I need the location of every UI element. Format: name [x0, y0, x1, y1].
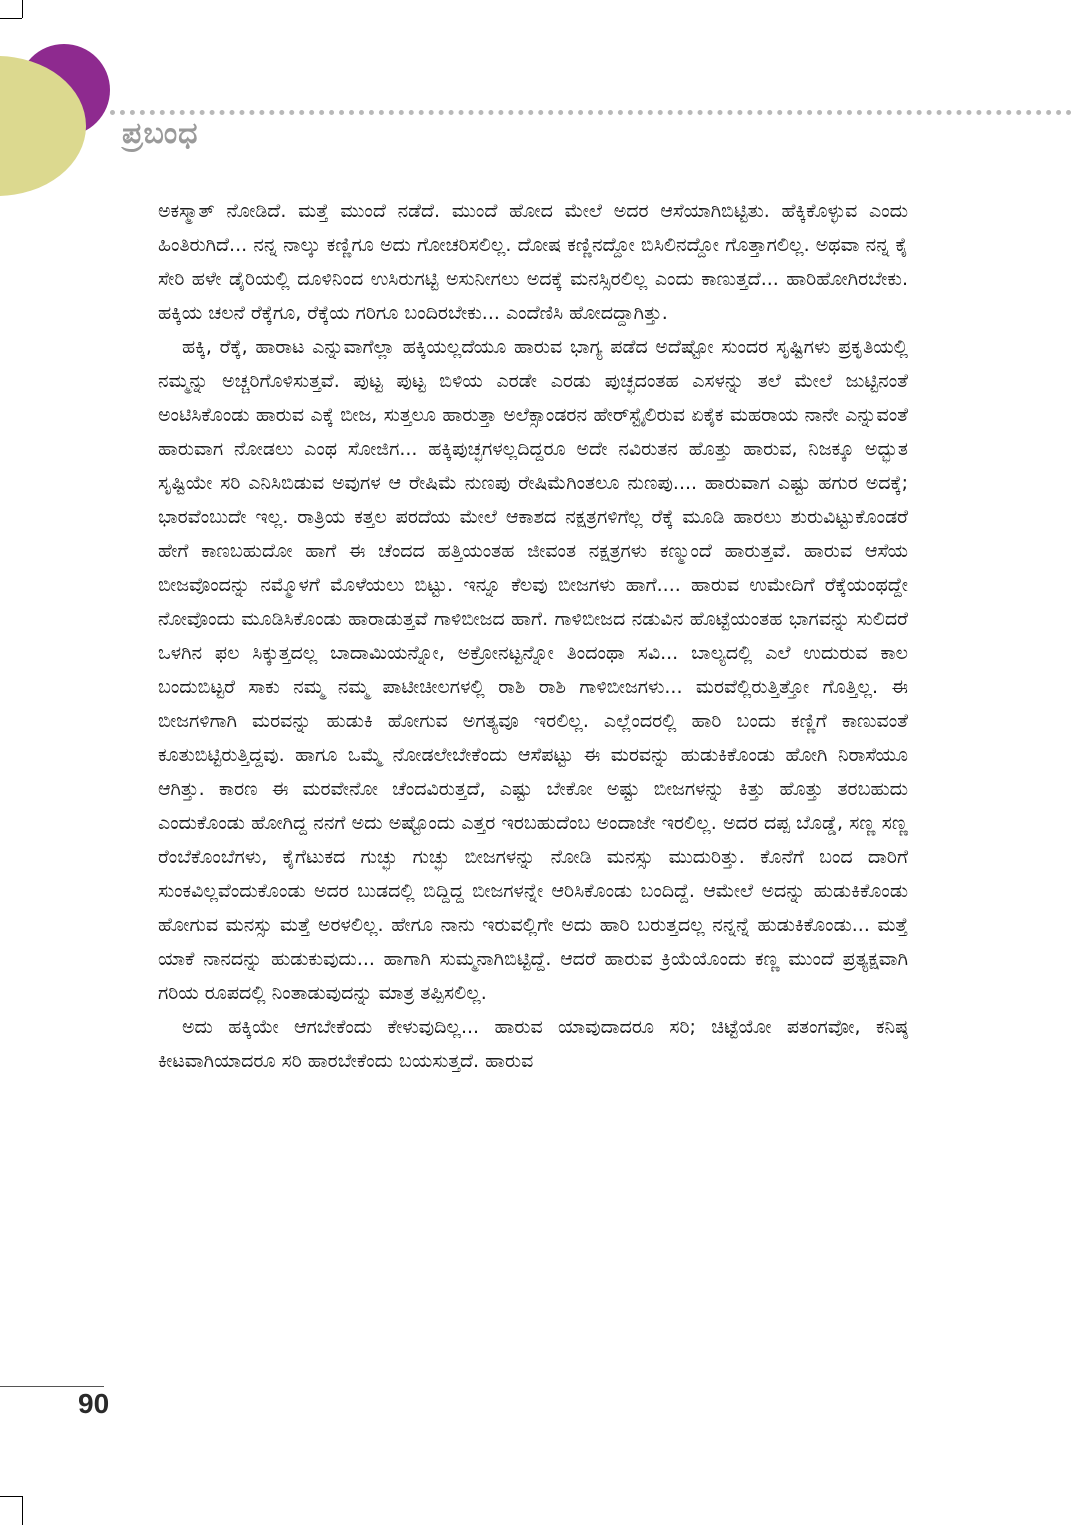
- header-dotted-rule: [110, 110, 1072, 115]
- footer-rule: [0, 1386, 104, 1387]
- paragraph: ಅಕಸ್ಮಾತ್ ನೋಡಿದೆ. ಮತ್ತೆ ಮುಂದೆ ನಡೆದೆ. ಮುಂದೆ ಹೋದ ಮೇಲೆ ಅದರ ಆಸೆಯಾಗಿಬಿಟ್ಟಿತು. ಹೆಕ್ಕಿಕೊಳ್ಳುವ ಎಂದು ಹಿಂತಿರುಗಿದೆ... ನನ್ನ ನಾಲ್ಕು ಕಣ್ಣಿಗೂ ಅದು ಗೋಚರಿಸಲಿಲ್ಲ. ದೋಷ ಕಣ್ಣಿನದ್ದೋ ಬಿಸಿಲಿನದ್ದೋ ಗೊತ್ತಾಗಲಿಲ್ಲ. ಅಥವಾ ನನ್ನ ಕೈ ಸೇರಿ ಹಳೇ ಡೈರಿಯಲ್ಲಿ ದೂಳಿನಿಂದ ಉಸಿರುಗಟ್ಟಿ ಅಸುನೀಗಲು ಅದಕ್ಕೆ ಮನಸ್ಸಿರಲಿಲ್ಲ ಎಂದು ಕಾಣುತ್ತದೆ... ಹಾರಿಹೋಗಿರಬೇಕು. ಹಕ್ಕಿಯ ಚಲನೆ ರೆಕ್ಕೆಗೂ, ರೆಕ್ಕೆಯ ಗರಿಗೂ ಬಂದಿರಬೇಕು... ಎಂದೆಣಿಸಿ ಹೋದದ್ದಾಗಿತ್ತು.: [158, 200, 908, 324]
- crop-mark-bottom-left-vertical: [22, 1496, 23, 1525]
- article-body: [158, 194, 908, 1078]
- crop-mark-bottom-left-horizontal: [0, 1496, 22, 1497]
- section-title: ಪ್ರಬಂಧ: [122, 116, 199, 151]
- crop-mark-top-left-horizontal: [0, 18, 22, 19]
- paragraph: ಅದು ಹಕ್ಕಿಯೇ ಆಗಬೇಕೆಂದು ಕೇಳುವುದಿಲ್ಲ... ಹಾರುವ ಯಾವುದಾದರೂ ಸರಿ; ಚಿಟ್ಟೆಯೋ ಪತಂಗವೋ, ಕನಿಷ್ಠ ಕೀಟವಾಗಿಯಾದರೂ ಸರಿ ಹಾರಬೇಕೆಂದು ಬಯಸುತ್ತದೆ. ಹಾರುವ: [158, 1016, 908, 1072]
- page-number: 90: [78, 1388, 110, 1419]
- crop-mark-top-left-vertical: [22, 0, 23, 18]
- paragraph: ಹಕ್ಕಿ, ರೆಕ್ಕೆ, ಹಾರಾಟ ಎನ್ನುವಾಗೆಲ್ಲಾ ಹಕ್ಕಿಯಲ್ಲದೆಯೂ ಹಾರುವ ಭಾಗ್ಯ ಪಡೆದ ಅದೆಷ್ಟೋ ಸುಂದರ ಸೃಷ್ಟಿಗಳು ಪ್ರಕೃತಿಯಲ್ಲಿ ನಮ್ಮನ್ನು ಅಚ್ಚರಿಗೊಳಿಸುತ್ತವೆ. ಪುಟ್ಟ ಪುಟ್ಟ ಬಿಳಿಯ ಎರಡೇ ಎರಡು ಪುಚ್ಛದಂತಹ ಎಸಳನ್ನು ತಲೆ ಮೇಲೆ ಜುಟ್ಟಿನಂತೆ ಅಂಟಿಸಿಕೊಂಡು ಹಾರುವ ಎಕ್ಕೆ ಬೀಜ, ಸುತ್ತಲೂ ಹಾರುತ್ತಾ ಅಲೆಕ್ಸಾಂಡರನ ಹೇರ್‌ಸ್ಟೈಲಿರುವ ಏಕೈಕ ಮಹರಾಯ ನಾನೇ ಎನ್ನುವಂತೆ ಹಾರುವಾಗ ನೋಡಲು ಎಂಥ ಸೋಜಿಗ... ಹಕ್ಕಿಪುಚ್ಛಗಳಲ್ಲದಿದ್ದರೂ ಅದೇ ನವಿರುತನ ಹೊತ್ತು ಹಾರುವ, ನಿಜಕ್ಕೂ ಅದ್ಭುತ ಸೃಷ್ಟಿಯೇ ಸರಿ ಎನಿಸಿಬಿಡುವ ಅವುಗಳ ಆ ರೇಷಿಮೆ ನುಣಪು ರೇಷಿಮೆಗಿಂತಲೂ ನುಣಪು.... ಹಾರುವಾಗ ಎಷ್ಟು ಹಗುರ ಅದಕ್ಕೆ; ಭಾರವೆಂಬುದೇ ಇಲ್ಲ. ರಾತ್ರಿಯ ಕತ್ತಲ ಪರದೆಯ ಮೇಲೆ ಆಕಾಶದ ನಕ್ಷತ್ರಗಳಿಗೆಲ್ಲ ರೆಕ್ಕೆ ಮೂಡಿ ಹಾರಲು ಶುರುವಿಟ್ಟುಕೊಂಡರೆ ಹೇಗೆ ಕಾಣಬಹುದೋ ಹಾಗೆ ಈ ಚೆಂದದ ಹತ್ತಿಯಂತಹ ಜೀವಂತ ನಕ್ಷತ್ರಗಳು ಕಣ್ಮುಂದೆ ಹಾರುತ್ತವೆ. ಹಾರುವ ಆಸೆಯ ಬೀಜವೊಂದನ್ನು ನಮ್ಮೊಳಗೆ ಮೊಳೆಯಲು ಬಿಟ್ಟು. ಇನ್ನೂ ಕೆಲವು ಬೀಜಗಳು ಹಾಗೆ.... ಹಾರುವ ಉಮೇದಿಗೆ ರೆಕ್ಕೆಯಂಥದ್ದೇ ನೋವೊಂದು ಮೂಡಿಸಿಕೊಂಡು ಹಾರಾಡುತ್ತವೆ ಗಾಳಿಬೀಜದ ಹಾಗೆ. ಗಾಳಿಬೀಜದ ನಡುವಿನ ಹೊಟ್ಟೆಯಂತಹ ಭಾಗವನ್ನು ಸುಲಿದರೆ ಒಳಗಿನ ಫಲ ಸಿಕ್ಕುತ್ತದಲ್ಲ ಬಾದಾಮಿಯನ್ನೋ, ಅಕ್ರೋನಟ್ಟನ್ನೋ ತಿಂದಂಥಾ ಸವಿ... ಬಾಲ್ಯದಲ್ಲಿ ಎಲೆ ಉದುರುವ ಕಾಲ ಬಂದುಬಿಟ್ಟರೆ ಸಾಕು ನಮ್ಮ ನಮ್ಮ ಪಾಟೀಚೀಲಗಳಲ್ಲಿ ರಾಶಿ ರಾಶಿ ಗಾಳಿಬೀಜಗಳು... ಮರವೆಲ್ಲಿರುತ್ತಿತ್ತೋ ಗೊತ್ತಿಲ್ಲ. ಈ ಬೀಜಗಳಿಗಾಗಿ ಮರವನ್ನು ಹುಡುಕಿ ಹೋಗುವ ಅಗತ್ಯವೂ ಇರಲಿಲ್ಲ. ಎಲ್ಲೆಂದರಲ್ಲಿ ಹಾರಿ ಬಂದು ಕಣ್ಣಿಗೆ ಕಾಣುವಂತೆ ಕೂತುಬಿಟ್ಟಿರುತ್ತಿದ್ದವು. ಹಾಗೂ ಒಮ್ಮೆ ನೋಡಲೇಬೇಕೆಂದು ಆಸೆಪಟ್ಟು ಈ ಮರವನ್ನು ಹುಡುಕಿಕೊಂಡು ಹೋಗಿ ನಿರಾಸೆಯೂ ಆಗಿತ್ತು. ಕಾರಣ ಈ ಮರವೇನೋ ಚೆಂದವಿರುತ್ತದೆ, ಎಷ್ಟು ಬೇಕೋ ಅಷ್ಟು ಬೀಜಗಳನ್ನು ಕಿತ್ತು ಹೊತ್ತು ತರಬಹುದು ಎಂದುಕೊಂಡು ಹೋಗಿದ್ದ ನನಗೆ ಅದು ಅಷ್ಟೊಂದು ಎತ್ತರ ಇರಬಹುದೆಂಬ ಅಂದಾಜೇ ಇರಲಿಲ್ಲ. ಅದರ ದಪ್ಪ ಬೊಡ್ಡೆ, ಸಣ್ಣ ಸಣ್ಣ ರೆಂಬೆಕೊಂಬೆಗಳು, ಕೈಗೆಟುಕದ ಗುಚ್ಛು ಗುಚ್ಛು ಬೀಜಗಳನ್ನು ನೋಡಿ ಮನಸ್ಸು ಮುದುರಿತ್ತು. ಕೊನೆಗೆ ಬಂದ ದಾರಿಗೆ ಸುಂಕವಿಲ್ಲವೆಂದುಕೊಂಡು ಅದರ ಬುಡದಲ್ಲಿ ಬಿದ್ದಿದ್ದ ಬೀಜಗಳನ್ನೇ ಆರಿಸಿಕೊಂಡು ಬಂದಿದ್ದೆ. ಆಮೇಲೆ ಅದನ್ನು ಹುಡುಕಿಕೊಂಡು ಹೋಗುವ ಮನಸ್ಸು ಮತ್ತೆ ಅರಳಲಿಲ್ಲ. ಹೇಗೂ ನಾನು ಇರುವಲ್ಲಿಗೇ ಅದು ಹಾರಿ ಬರುತ್ತದಲ್ಲ ನನ್ನನ್ನೆ ಹುಡುಕಿಕೊಂಡು... ಮತ್ತೆ ಯಾಕೆ ನಾನದನ್ನು ಹುಡುಕುವುದು... ಹಾಗಾಗಿ ಸುಮ್ಮನಾಗಿಬಿಟ್ಟಿದ್ದೆ. ಆದರೆ ಹಾರುವ ಕ್ರಿಯೆಯೊಂದು ಕಣ್ಣ ಮುಂದೆ ಪ್ರತ್ಯಕ್ಷವಾಗಿ ಗರಿಯ ರೂಪದಲ್ಲಿ ನಿಂತಾಡುವುದನ್ನು ಮಾತ್ರ ತಪ್ಪಿಸಲಿಲ್ಲ.: [158, 336, 908, 1004]
